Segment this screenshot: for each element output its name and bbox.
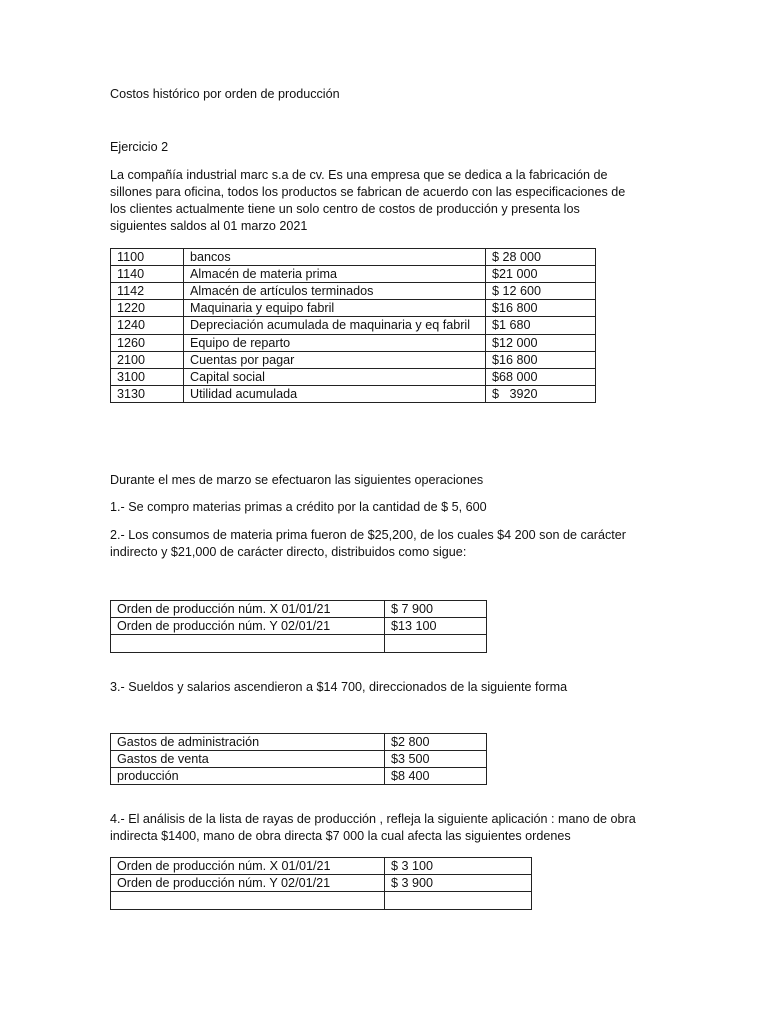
table-row: [111, 768, 487, 785]
expense-concept: Gastos de administración: [111, 734, 385, 751]
intro-line: los clientes actualmente tiene un solo centro de costos de producción y presenta los: [110, 202, 580, 216]
operation-line: 2.- Los consumos de materia prima fueron de $25,200, de los cuales $4 200 son de carácter: [110, 528, 626, 542]
order-amount: $ 7 900: [385, 601, 487, 618]
expense-amount: $8 400: [385, 768, 487, 785]
operation-line: indirecta $1400, mano de obra directa $7 000 la cual afecta las siguientes ordenes: [110, 829, 571, 843]
order-amount: $13 100: [385, 618, 487, 635]
account-code: 1240: [111, 317, 184, 335]
account-amount: $ 12 600: [486, 283, 596, 300]
table-row: [111, 369, 596, 386]
account-name: Depreciación acumulada de maquinaria y eq fabril: [184, 317, 486, 335]
account-name: Equipo de reparto: [184, 335, 486, 352]
account-code: 1142: [111, 283, 184, 300]
account-code: 2100: [111, 352, 184, 369]
balances-table: [110, 248, 596, 403]
operation-3: 3.- Sueldos y salarios ascendieron a $14 700, direccionados de la siguiente forma: [110, 680, 568, 694]
materials-table: [110, 600, 487, 653]
salaries-table: [110, 733, 487, 785]
account-name: Maquinaria y equipo fabril: [184, 300, 486, 317]
account-code: 1220: [111, 300, 184, 317]
table-row: [111, 317, 596, 335]
account-amount: $16 800: [486, 300, 596, 317]
operation-line: indirecto y $21,000 de carácter directo, distribuidos como sigue:: [110, 545, 467, 559]
table-row: [111, 352, 596, 369]
empty-cell: [111, 635, 385, 653]
table-row: [111, 734, 487, 751]
order-name: Orden de producción núm. X 01/01/21: [111, 601, 385, 618]
table-row: [111, 386, 596, 403]
intro-line: La compañía industrial marc s.a de cv. Es una empresa que se dedica a la fabricación de: [110, 168, 608, 182]
expense-concept: Gastos de venta: [111, 751, 385, 768]
account-amount: $ 3920: [486, 386, 596, 403]
table-row: [111, 751, 487, 768]
account-name: Utilidad acumulada: [184, 386, 486, 403]
exercise-heading: Ejercicio 2: [110, 140, 169, 154]
table-row: [111, 266, 596, 283]
expense-amount: $2 800: [385, 734, 487, 751]
expense-concept: producción: [111, 768, 385, 785]
order-name: Orden de producción núm. X 01/01/21: [111, 858, 385, 875]
empty-cell: [385, 635, 487, 653]
empty-cell: [385, 892, 532, 910]
account-code: 1100: [111, 249, 184, 266]
empty-cell: [111, 892, 385, 910]
order-name: Orden de producción núm. Y 02/01/21: [111, 618, 385, 635]
labor-table: [110, 857, 532, 910]
table-row: [111, 858, 532, 875]
operation-4: [110, 811, 670, 845]
table-row: [111, 635, 487, 653]
order-name: Orden de producción núm. Y 02/01/21: [111, 875, 385, 892]
operations-intro: Durante el mes de marzo se efectuaron las siguientes operaciones: [110, 473, 484, 487]
account-amount: $21 000: [486, 266, 596, 283]
document-title: Costos histórico por orden de producción: [110, 87, 340, 101]
account-code: 1140: [111, 266, 184, 283]
account-code: 1260: [111, 335, 184, 352]
account-code: 3130: [111, 386, 184, 403]
order-amount: $ 3 100: [385, 858, 532, 875]
account-name: bancos: [184, 249, 486, 266]
operation-line: 4.- El análisis de la lista de rayas de producción , refleja la siguiente aplicación : mano de obra: [110, 812, 636, 826]
table-row: [111, 283, 596, 300]
intro-line: sillones para oficina, todos los productos se fabrican de acuerdo con las especificaciones de: [110, 185, 626, 199]
table-row: [111, 249, 596, 266]
intro-line: siguientes saldos al 01 marzo 2021: [110, 219, 308, 233]
account-code: 3100: [111, 369, 184, 386]
account-amount: $16 800: [486, 352, 596, 369]
account-name: Cuentas por pagar: [184, 352, 486, 369]
table-row: [111, 875, 532, 892]
table-row: [111, 300, 596, 317]
account-amount: $12 000: [486, 335, 596, 352]
order-amount: $ 3 900: [385, 875, 532, 892]
table-row: [111, 335, 596, 352]
table-row: [111, 618, 487, 635]
account-amount: $68 000: [486, 369, 596, 386]
table-row: [111, 892, 532, 910]
account-name: Almacén de artículos terminados: [184, 283, 486, 300]
operation-1: 1.- Se compro materias primas a crédito por la cantidad de $ 5, 600: [110, 500, 487, 514]
account-amount: $ 28 000: [486, 249, 596, 266]
account-name: Capital social: [184, 369, 486, 386]
expense-amount: $3 500: [385, 751, 487, 768]
account-name: Almacén de materia prima: [184, 266, 486, 283]
table-row: [111, 601, 487, 618]
intro-paragraph: [110, 167, 650, 235]
operation-2: [110, 527, 650, 561]
account-amount: $1 680: [486, 317, 596, 335]
